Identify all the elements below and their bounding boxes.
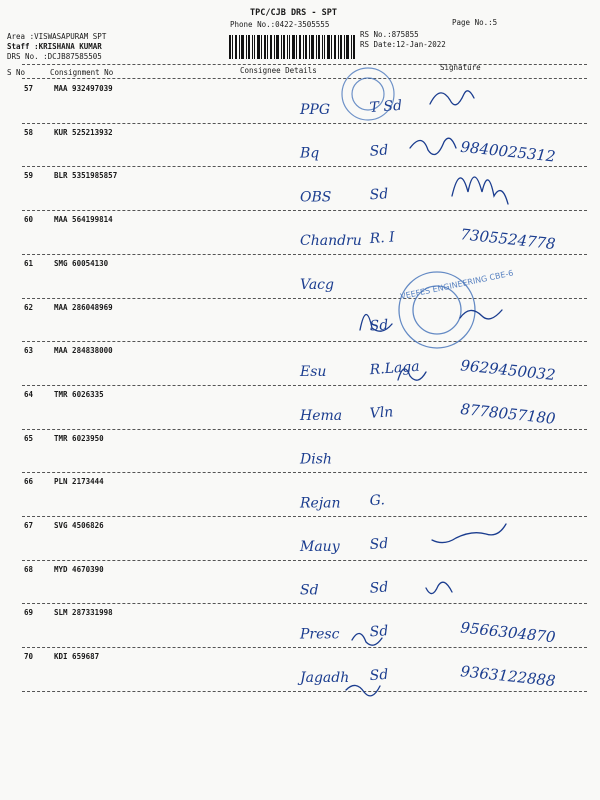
row-consignment-number: SLM 287331998	[54, 608, 113, 618]
row-sno: 61	[24, 258, 34, 268]
row-divider	[22, 560, 587, 561]
row-sno: 68	[24, 564, 34, 574]
row-consignment-number: MAA 564199814	[54, 215, 113, 225]
handwritten-phone-number: 9566304870	[459, 618, 557, 647]
row-sno: 62	[24, 302, 34, 312]
row-sno: 67	[24, 521, 34, 530]
handwritten-phone-number: 8778057180	[459, 399, 557, 428]
row-divider	[22, 385, 587, 386]
handwritten-signature: T Sd	[369, 97, 403, 116]
row-consignment-number: BLR 5351985857	[54, 171, 118, 181]
handwritten-phone-number: 9363122888	[459, 662, 557, 691]
handwritten-signature: Sd	[369, 186, 389, 204]
handwritten-consignee-name: Presc	[300, 626, 340, 643]
row-sno: 64	[24, 389, 34, 399]
handwritten-consignee-name: Mauy	[300, 539, 340, 555]
handwritten-signature: R. I	[369, 229, 396, 248]
handwritten-signature: G.	[369, 492, 386, 510]
area-label: Area :VISWASAPURAM SPT	[7, 32, 107, 41]
row-consignment-number: MAA 286048969	[54, 302, 113, 312]
row-divider	[22, 691, 587, 692]
signature-scribbles	[346, 91, 508, 696]
phone-number: Phone No.:0422-3505555	[230, 20, 330, 29]
rs-date: RS Date:12-Jan-2022	[360, 40, 446, 49]
handwritten-phone-number: 7305524778	[459, 225, 557, 254]
handwritten-consignee-name: Sd	[300, 582, 319, 599]
handwritten-consignee-name: Rejan	[300, 495, 341, 512]
stamp-text: VEEFES ENGINEERING CBE-6	[399, 268, 515, 302]
column-sno: S No	[7, 68, 26, 77]
handwritten-consignee-name: Bq	[300, 145, 320, 162]
handwritten-consignee-name: Dish	[300, 451, 332, 468]
row-sno: 70	[24, 652, 34, 662]
row-consignment-number: SMG 60054130	[54, 258, 109, 268]
handwritten-consignee-name: PPG	[300, 102, 331, 118]
barcode	[229, 35, 355, 59]
row-divider	[22, 516, 587, 517]
row-consignment-number: TMR 6023950	[54, 433, 104, 443]
handwritten-signature: Vln	[369, 404, 394, 422]
handwritten-consignee-name: OBS	[300, 189, 332, 206]
handwritten-signature: Sd	[369, 666, 389, 685]
company-stamp-middle	[399, 272, 475, 348]
row-sno: 60	[24, 215, 34, 225]
handwritten-consignee-name: Esu	[300, 364, 327, 381]
row-consignment-number: MAA 932497039	[54, 84, 113, 93]
handwritten-phone-number: 9840025312	[459, 137, 557, 166]
row-sno: 65	[24, 433, 34, 443]
handwritten-consignee-name: Vacg	[300, 276, 334, 293]
staff-label: Staff :KRISHANA KUMAR	[7, 42, 102, 51]
row-sno: 63	[24, 346, 34, 356]
company-stamp-top	[342, 68, 394, 120]
row-consignment-number: PLN 2173444	[54, 477, 104, 487]
row-divider	[22, 123, 587, 124]
row-divider	[22, 210, 587, 211]
row-divider	[22, 647, 587, 648]
row-consignment-number: KDI 659687	[54, 652, 100, 662]
header-divider-top	[22, 64, 587, 65]
handwritten-signature: Sd	[369, 623, 389, 641]
handwritten-signature: Sd	[369, 142, 389, 160]
row-sno: 69	[24, 608, 34, 618]
row-divider	[22, 603, 587, 604]
row-divider	[22, 429, 587, 430]
document-title: TPC/CJB DRS - SPT	[250, 8, 337, 18]
rs-number: RS No.:875855	[360, 30, 419, 39]
row-consignment-number: SVG 4506826	[54, 521, 104, 530]
row-consignment-number: TMR 6026335	[54, 389, 104, 399]
handwritten-consignee-name: Chandru	[300, 233, 362, 250]
handwritten-consignee-name: Jagadh	[300, 670, 350, 687]
header-divider-bottom	[22, 78, 587, 79]
row-divider	[22, 341, 587, 342]
row-sno: 66	[24, 477, 34, 487]
row-divider	[22, 254, 587, 255]
drs-number: DRS No. :DCJB87585505	[7, 52, 102, 61]
row-divider	[22, 472, 587, 473]
row-consignment-number: MAA 284838000	[54, 346, 113, 356]
row-sno: 57	[24, 84, 34, 93]
column-consignment: Consignment No	[50, 68, 114, 77]
column-consignee: Consignee Details	[240, 66, 317, 75]
row-sno: 58	[24, 127, 34, 137]
row-divider	[22, 298, 587, 299]
handwritten-consignee-name: Hema	[300, 407, 343, 424]
row-consignment-number: MYD 4670390	[54, 564, 104, 574]
column-signature: Signature	[440, 63, 481, 72]
handwritten-signature: Sd	[369, 535, 389, 553]
handwritten-phone-number: 9629450032	[459, 356, 557, 385]
handwritten-signature: R.Laga	[369, 358, 421, 379]
row-divider	[22, 166, 587, 167]
row-consignment-number: KUR 525213932	[54, 127, 113, 137]
handwritten-signature: Sd	[369, 579, 389, 597]
handwritten-signature: Sd	[369, 317, 389, 335]
page-number: Page No.:5	[452, 18, 498, 27]
row-sno: 59	[24, 171, 34, 181]
